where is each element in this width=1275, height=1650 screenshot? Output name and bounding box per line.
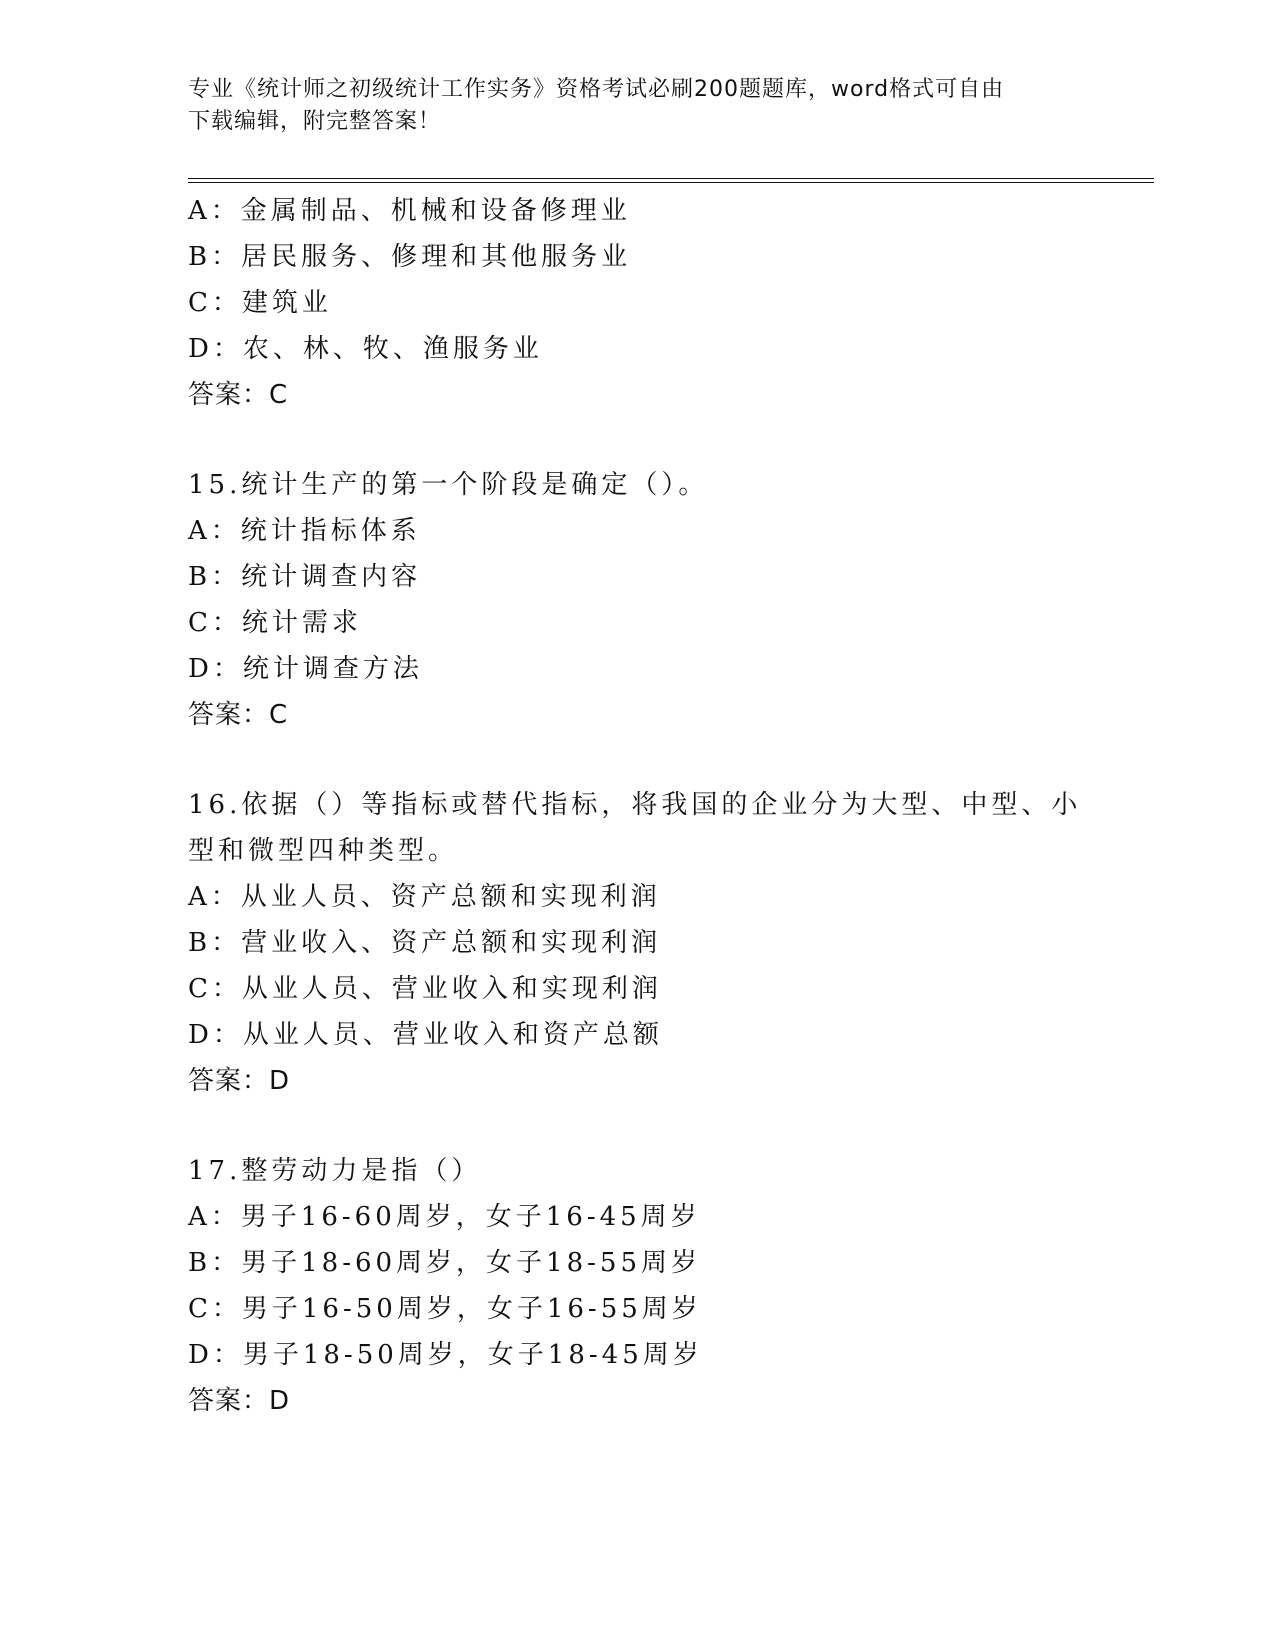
answer-line: 答案：C — [188, 700, 289, 730]
question-block-14 — [188, 188, 1148, 418]
header-line-1: 专业《统计师之初级统计工作实务》资格考试必刷200题题库，word格式可自由 — [188, 77, 1005, 102]
option-c: C：从业人员、营业收入和实现利润 — [188, 974, 662, 1004]
document-header — [188, 74, 1088, 138]
header-divider-top — [188, 178, 1154, 179]
option-a: A：从业人员、资产总额和实现利润 — [188, 882, 661, 912]
option-c: C：统计需求 — [188, 608, 362, 638]
option-a: A：金属制品、机械和设备修理业 — [188, 196, 631, 226]
header-divider-bottom — [188, 182, 1154, 183]
option-d: D：农、林、牧、渔服务业 — [188, 334, 543, 364]
answer-line: 答案：D — [188, 1386, 291, 1416]
option-d: D：男子18-50周岁，女子18-45周岁 — [188, 1340, 703, 1370]
option-b: B：统计调查内容 — [188, 562, 422, 592]
question-block-16 — [188, 782, 1148, 1104]
option-c: C：男子16-50周岁，女子16-55周岁 — [188, 1294, 702, 1324]
option-d: D：从业人员、营业收入和资产总额 — [188, 1020, 663, 1050]
question-stem: 17.整劳动力是指（） — [188, 1156, 482, 1186]
question-block-15 — [188, 462, 1148, 738]
option-a: A：男子16-60周岁，女子16-45周岁 — [188, 1202, 701, 1232]
question-list — [188, 188, 1148, 1424]
question-stem: 16.依据（）等指标或替代指标，将我国的企业分为大型、中型、小型和微型四种类型。 — [188, 790, 1082, 866]
question-stem: 15.统计生产的第一个阶段是确定（）。 — [188, 470, 709, 500]
option-b: B：居民服务、修理和其他服务业 — [188, 242, 632, 272]
option-b: B：男子18-60周岁，女子18-55周岁 — [188, 1248, 702, 1278]
option-b: B：营业收入、资产总额和实现利润 — [188, 928, 662, 958]
answer-line: 答案：D — [188, 1066, 291, 1096]
option-d: D：统计调查方法 — [188, 654, 423, 684]
question-block-17 — [188, 1148, 1148, 1424]
header-line-2: 下载编辑，附完整答案！ — [188, 109, 442, 134]
answer-line: 答案：C — [188, 380, 289, 410]
option-c: C：建筑业 — [188, 288, 332, 318]
option-a: A：统计指标体系 — [188, 516, 421, 546]
